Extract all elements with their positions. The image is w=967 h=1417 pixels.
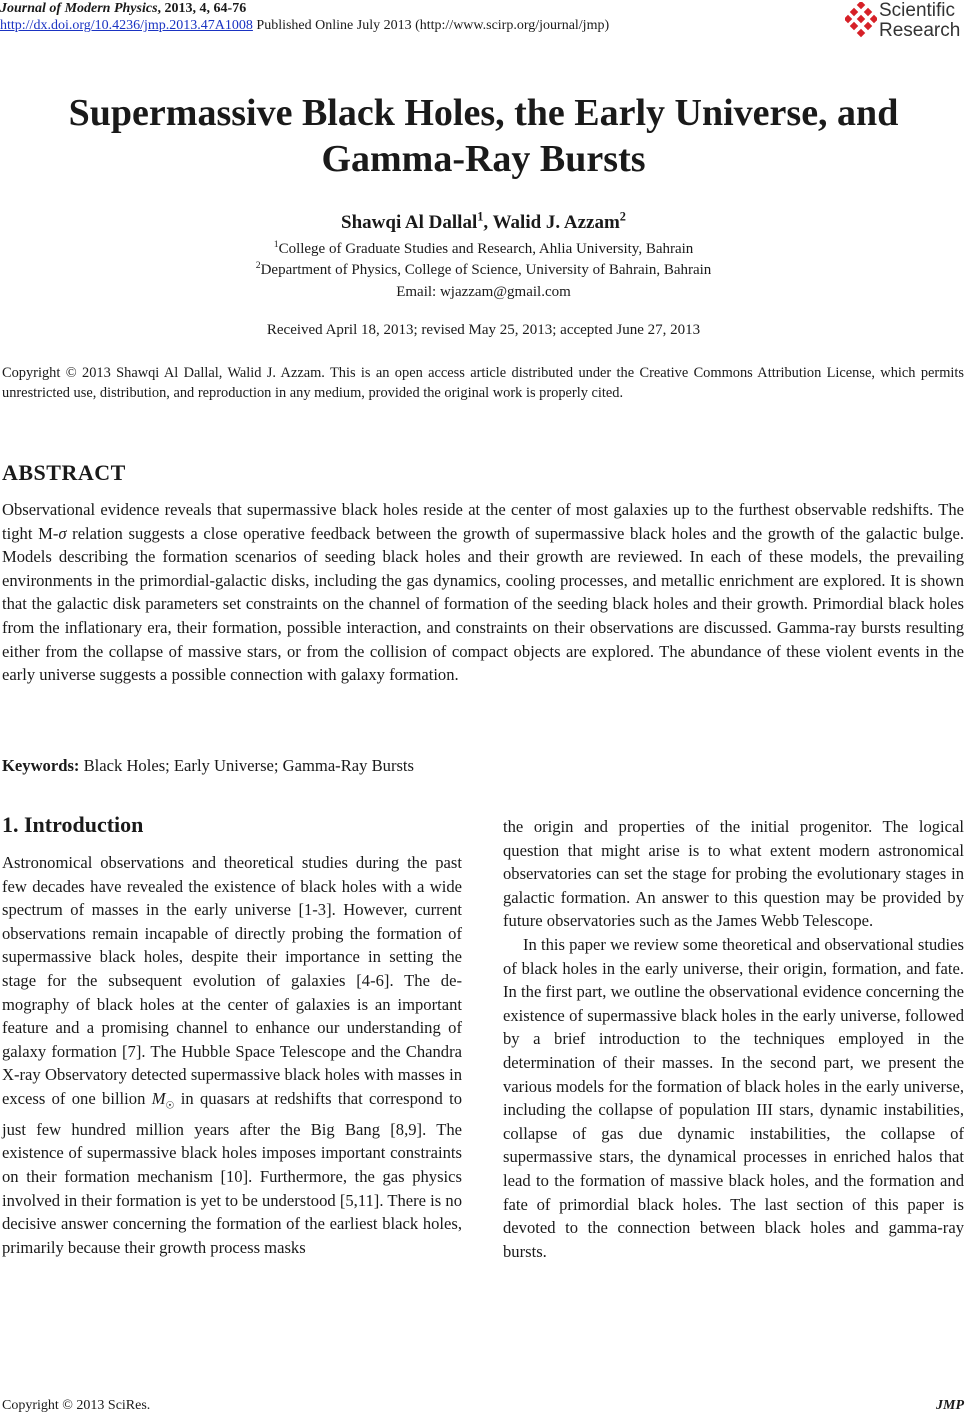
intro-paragraph-2: In this paper we review some theoretical and observational studies of black holes in the early universe, their origin, formation, and fate. In the first part, we outline the observational evidence concerning the existence of supermassive black holes in the early universe, followed by a brief introduction to the techniques employed in the determination of their masses. In the second part, we present the various models for the formation of black holes in the early universe, including the collapse of population III stars, dynamic instabilities, collapse of gas due dynamic instabilities, the collapse of supermassive stars, the dynamical processes in enriched halos that lead to the formation of massive black holes, and the formation and fate of primordial black holes. The last section of this paper is devoted to the connection between black holes and gamma-ray bursts. bbox=[503, 934, 964, 1261]
title-line-1: Supermassive Black Holes, the Early Universe, and bbox=[68, 92, 899, 134]
section-heading-introduction: 1. Introduction bbox=[2, 812, 144, 837]
logo-text bbox=[879, 1, 960, 41]
title-line-2: Gamma-Ray Bursts bbox=[321, 138, 646, 180]
volume-info: , 2013, 4, 64-76 bbox=[157, 1, 247, 16]
author-1-affiliation-mark: 1 bbox=[477, 209, 484, 224]
abstract-text-part1: Observational evidence reveals that supermassive black holes reside at the center of most galaxies up to the furthest observable redshifts. The tight M- bbox=[2, 500, 964, 543]
author-separator: , bbox=[483, 212, 493, 233]
doi-line bbox=[0, 17, 609, 34]
author-1: Shawqi Al Dallal bbox=[341, 212, 478, 233]
footer-copyright: Copyright © 2013 SciRes. bbox=[2, 1398, 151, 1413]
right-column bbox=[503, 815, 964, 1263]
journal-name: Journal of Modern Physics bbox=[0, 1, 158, 16]
affiliation-2-text: Department of Physics, College of Science, University of Bahrain, Bahrain bbox=[260, 262, 712, 278]
logo-text-line2: Research bbox=[879, 20, 961, 41]
affiliation-2-mark: 2 bbox=[255, 260, 261, 271]
solar-mass-symbol: M bbox=[151, 1088, 166, 1108]
author-2: Walid J. Azzam bbox=[492, 212, 620, 233]
author-email: Email: wjazzam@gmail.com bbox=[396, 284, 571, 300]
scientific-research-logo bbox=[845, 0, 965, 44]
paper-title bbox=[0, 90, 967, 182]
solar-mass-subscript: ☉ bbox=[165, 1100, 175, 1112]
authors bbox=[0, 209, 967, 234]
affiliation-1 bbox=[0, 240, 967, 258]
abstract-heading: ABSTRACT bbox=[2, 460, 126, 485]
intro-paragraph-1-continued: the origin and properties of the initial progenitor. The logical question that might arise is to what extent modern astronomical observatories can set the stage for probing the evolutionary stages in galactic formation. An answer to this question may be provided by future observatories such as the James Webb Telescope. bbox=[503, 817, 964, 931]
journal-header bbox=[0, 0, 609, 34]
copyright-notice: Copyright © 2013 Shawqi Al Dallal, Walid J. Azzam. This is an open access article distributed under the Creative Commons Attribution License, which permits unrestricted use, distribution, and reproduction in any medium, provided the original work is properly cited. bbox=[2, 365, 964, 401]
author-2-affiliation-mark: 2 bbox=[619, 209, 626, 224]
intro-paragraph-1 bbox=[2, 851, 462, 1259]
affiliation-1-mark: 1 bbox=[273, 239, 279, 250]
keywords-text: Black Holes; Early Universe; Gamma-Ray Bursts bbox=[79, 756, 415, 775]
footer-journal-abbrev: JMP bbox=[936, 1398, 964, 1413]
doi-link[interactable]: http://dx.doi.org/10.4236/jmp.2013.47A1008 bbox=[0, 18, 253, 33]
abstract-text-part2: relation suggests a close operative feedback between the growth of supermassive black holes and the growth of the galactic bulge. Models describing the formation scenarios of seeding black holes and their growth are reviewed. In each of these models, the prevailing environments in the primordial-galactic disks, including the gas dynamics, cooling processes, and metallic enrichment are explored. It is shown that the galactic disk parameters set constraints on the channel of formation of the seeding black holes and their growth. Primordial black holes from the inflationary era, their formation, possible interaction, and constraints on their observations are discussed. Gamma-ray bursts resulting either from the collapse of massive stars, or from the collision of compact objects are explored. The abundance of these violent events in the early universe suggests a possible connection with galaxy formation. bbox=[2, 523, 964, 685]
sigma-symbol: σ bbox=[58, 523, 67, 543]
keywords bbox=[2, 756, 414, 776]
intro-paragraph-1-part2: in quasars at redshifts that correspond to just few hundred million years after the Big Bang [8,9]. The existence of supermassive black holes imposes important constraints on their formation mechanism [10]. Furthermore, the gas physics involved in their formation is yet to be understood [5,11]. There is no decisive answer concerning the formation of the earliest black holes, primarily because their growth process masks bbox=[2, 1088, 462, 1257]
intro-paragraph-1-part1: Astronomical observations and theoretical studies during the past few decades have revealed the existence of black holes with a wide spectrum of masses in the early universe [1-3]. However, current observations remain incapable of directly probing the formation of supermassive black holes, despite their importance in setting the stage for the subsequent evolution of galaxies [4-6]. The demography of black holes at the center of galaxies is an important feature and a promising channel to enhance our understanding of galaxy formation [7]. The Hubble Space Telescope and the Chandra X-ray Observatory detected supermassive black holes with masses in excess of one billion bbox=[2, 853, 462, 1108]
keywords-label: Keywords: bbox=[2, 756, 80, 775]
affiliation-1-text: College of Graduate Studies and Research, Ahlia University, Bahrain bbox=[278, 241, 694, 257]
abstract-text bbox=[2, 498, 964, 687]
logo-diamond-icon bbox=[845, 2, 877, 42]
journal-citation-line bbox=[0, 0, 609, 17]
received-dates: Received April 18, 2013; revised May 25, 2013; accepted June 27, 2013 bbox=[266, 322, 701, 338]
left-column bbox=[2, 851, 462, 1259]
affiliation-2 bbox=[0, 261, 967, 279]
publication-note: Published Online July 2013 (http://www.scirp.org/journal/jmp) bbox=[256, 18, 610, 33]
logo-text-line1: Scientific bbox=[879, 0, 956, 21]
